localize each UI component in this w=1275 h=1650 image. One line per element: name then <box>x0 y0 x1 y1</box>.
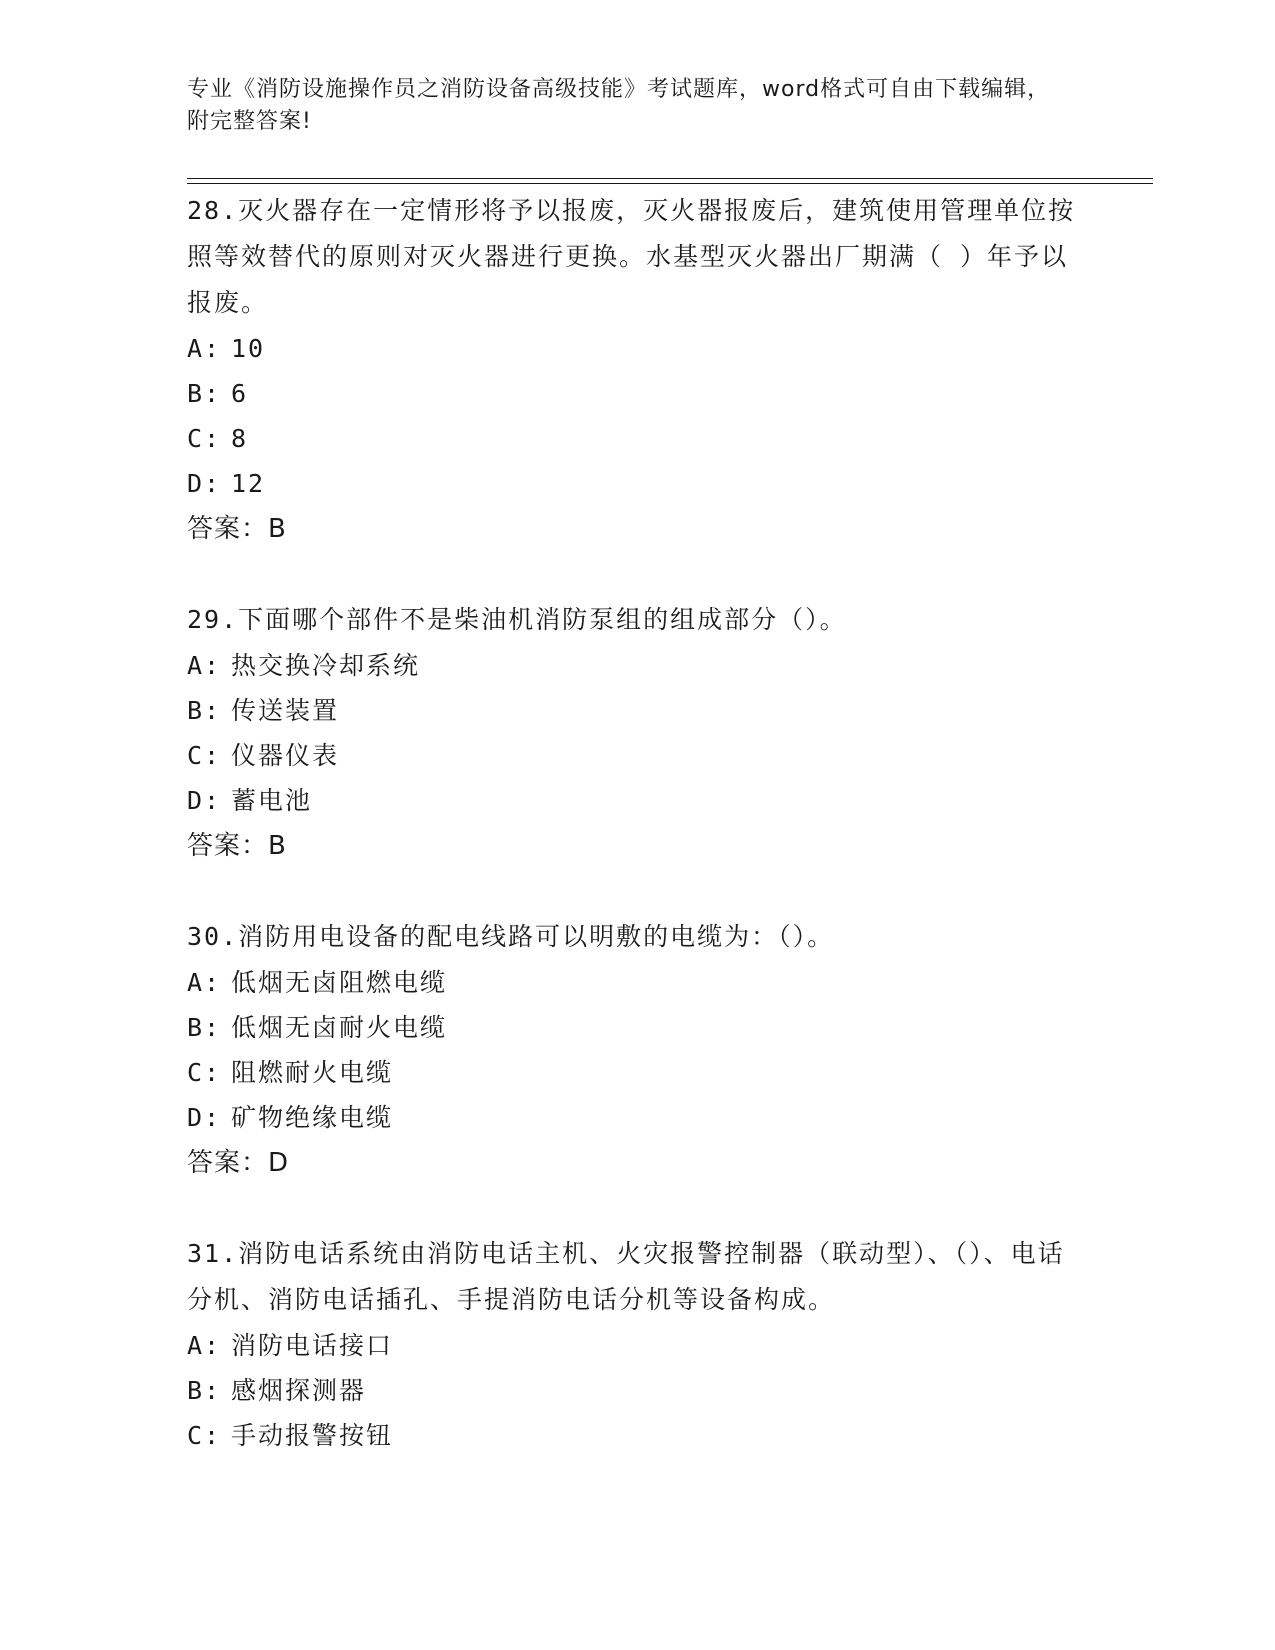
option-d <box>187 461 1087 506</box>
option-c <box>187 1413 1087 1458</box>
option-a <box>187 1323 1087 1368</box>
option-value: 仪器仪表 <box>231 741 340 770</box>
option-key: D: <box>187 1103 222 1132</box>
option-value: 低烟无卤阻燃电缆 <box>231 968 448 997</box>
option-key: B: <box>187 696 222 725</box>
answer-line: 答案：B <box>187 831 287 861</box>
question-text: 28.灭火器存在一定情形将予以报废，灭火器报废后，建筑使用管理单位按照等效替代的原则对灭火器进行更换。水基型灭火器出厂期满（ ）年予以报废。 <box>187 196 1076 317</box>
question-text: 29.下面哪个部件不是柴油机消防泵组的组成部分（）。 <box>187 605 847 634</box>
question-list <box>187 188 1087 1503</box>
option-key: C: <box>187 424 222 453</box>
question-28 <box>187 188 1087 552</box>
document-header: 专业《消防设施操作员之消防设备高级技能》考试题库，word格式可自由下载编辑，附完整答案! <box>187 77 1051 134</box>
header-divider-bottom <box>187 183 1153 184</box>
option-value: 阻燃耐火电缆 <box>231 1058 394 1087</box>
option-value: 矿物绝缘电缆 <box>231 1103 394 1132</box>
option-value: 消防电话接口 <box>231 1331 394 1360</box>
option-value: 10 <box>231 334 266 363</box>
option-a <box>187 960 1087 1005</box>
question-31 <box>187 1231 1087 1458</box>
question-29 <box>187 597 1087 869</box>
option-a <box>187 326 1087 371</box>
question-text: 31.消防电话系统由消防电话主机、火灾报警控制器（联动型）、（）、电话分机、消防电话插孔、手提消防电话分机等设备构成。 <box>187 1239 1065 1314</box>
header-divider-top <box>187 178 1153 179</box>
option-key: A: <box>187 651 222 680</box>
option-c <box>187 1050 1087 1095</box>
option-value: 8 <box>231 424 249 453</box>
question-30 <box>187 914 1087 1186</box>
option-key: D: <box>187 786 222 815</box>
option-b <box>187 688 1087 733</box>
option-b <box>187 371 1087 416</box>
option-key: A: <box>187 334 222 363</box>
option-value: 12 <box>231 469 266 498</box>
option-key: B: <box>187 1013 222 1042</box>
option-c <box>187 416 1087 461</box>
option-value: 传送装置 <box>231 696 340 725</box>
option-a <box>187 643 1087 688</box>
answer-line: 答案：B <box>187 514 287 544</box>
option-c <box>187 733 1087 778</box>
option-key: A: <box>187 968 222 997</box>
option-key: C: <box>187 1058 222 1087</box>
option-d <box>187 1095 1087 1140</box>
option-value: 热交换冷却系统 <box>231 651 421 680</box>
option-key: A: <box>187 1331 222 1360</box>
option-value: 手动报警按钮 <box>231 1421 394 1450</box>
option-value: 6 <box>231 379 249 408</box>
option-key: C: <box>187 1421 222 1450</box>
option-value: 蓄电池 <box>231 786 313 815</box>
option-d <box>187 778 1087 823</box>
question-text: 30.消防用电设备的配电线路可以明敷的电缆为：（）。 <box>187 922 835 951</box>
option-key: C: <box>187 741 222 770</box>
option-key: B: <box>187 379 222 408</box>
option-key: B: <box>187 1376 222 1405</box>
option-b <box>187 1368 1087 1413</box>
option-b <box>187 1005 1087 1050</box>
option-value: 感烟探测器 <box>231 1376 367 1405</box>
answer-line: 答案：D <box>187 1148 290 1178</box>
option-value: 低烟无卤耐火电缆 <box>231 1013 448 1042</box>
option-key: D: <box>187 469 222 498</box>
